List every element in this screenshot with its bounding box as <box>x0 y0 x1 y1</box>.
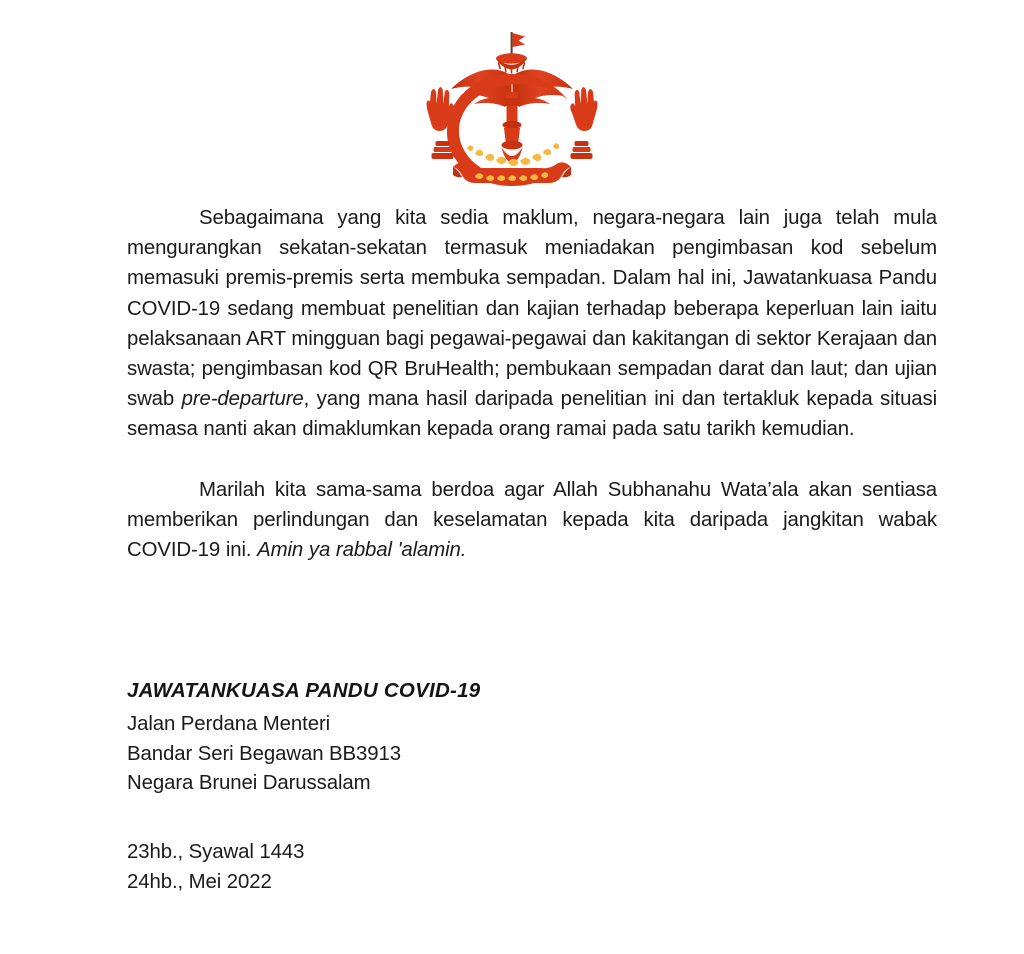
right-hand <box>570 87 597 159</box>
document-body <box>127 203 937 565</box>
date-gregorian: 24hb., Mei 2022 <box>127 870 272 893</box>
paragraph-1-run-1: Sebagaimana yang kita sedia maklum, negara-negara lain juga telah mula mengurangkan sekatan-sekatan termasuk meniadakan pengimbasan kod sebelum memasuki premis-premis serta membuka sempadan. Dalam hal ini, Jawatankuasa Pandu COVID-19 sedang membuat penelitian dan kajian terhadap beberapa keperluan lain iaitu pelaksanaan ART mingguan bagi pegawai-pegawai dan kakitangan di sektor Kerajaan dan swasta; pengimbasan kod QR BruHealth; pembukaan sempadan darat dan laut; dan ujian swab <box>127 207 937 411</box>
paragraph-2 <box>127 475 937 566</box>
paragraph-1-run-3: , yang mana hasil daripada penelitian ini dan tertakluk kepada situasi semasa nanti akan dimaklumkan kepada orang ramai pada satu tarikh kemudian. <box>127 388 937 441</box>
paragraph-1-run-2-italic: pre-departure <box>181 388 304 411</box>
signature-block <box>127 678 687 799</box>
signature-address-line-2: Bandar Seri Begawan BB3913 <box>127 742 401 765</box>
signature-heading: JAWATANKUASA PANDU COVID-19 <box>127 679 481 702</box>
date-block <box>127 838 557 897</box>
signature-address-line-3: Negara Brunei Darussalam <box>127 772 371 794</box>
paragraph-1 <box>127 203 937 445</box>
signature-address-line-1: Jalan Perdana Menteri <box>127 713 331 735</box>
emblem-container <box>0 26 1024 196</box>
paragraph-2-run-2-italic: Amin ya rabbal 'alamin. <box>257 539 467 562</box>
paragraph-2-run-1: Marilah kita sama-sama berdoa agar Allah Subhanahu Wata’ala akan sentiasa memberikan perlindungan dan keselamatan kepada kita daripada jangkitan wabak COVID-19 ini. <box>127 478 937 562</box>
date-hijri: 23hb., Syawal 1443 <box>127 841 305 863</box>
coat-of-arms-of-brunei-icon <box>417 26 607 196</box>
